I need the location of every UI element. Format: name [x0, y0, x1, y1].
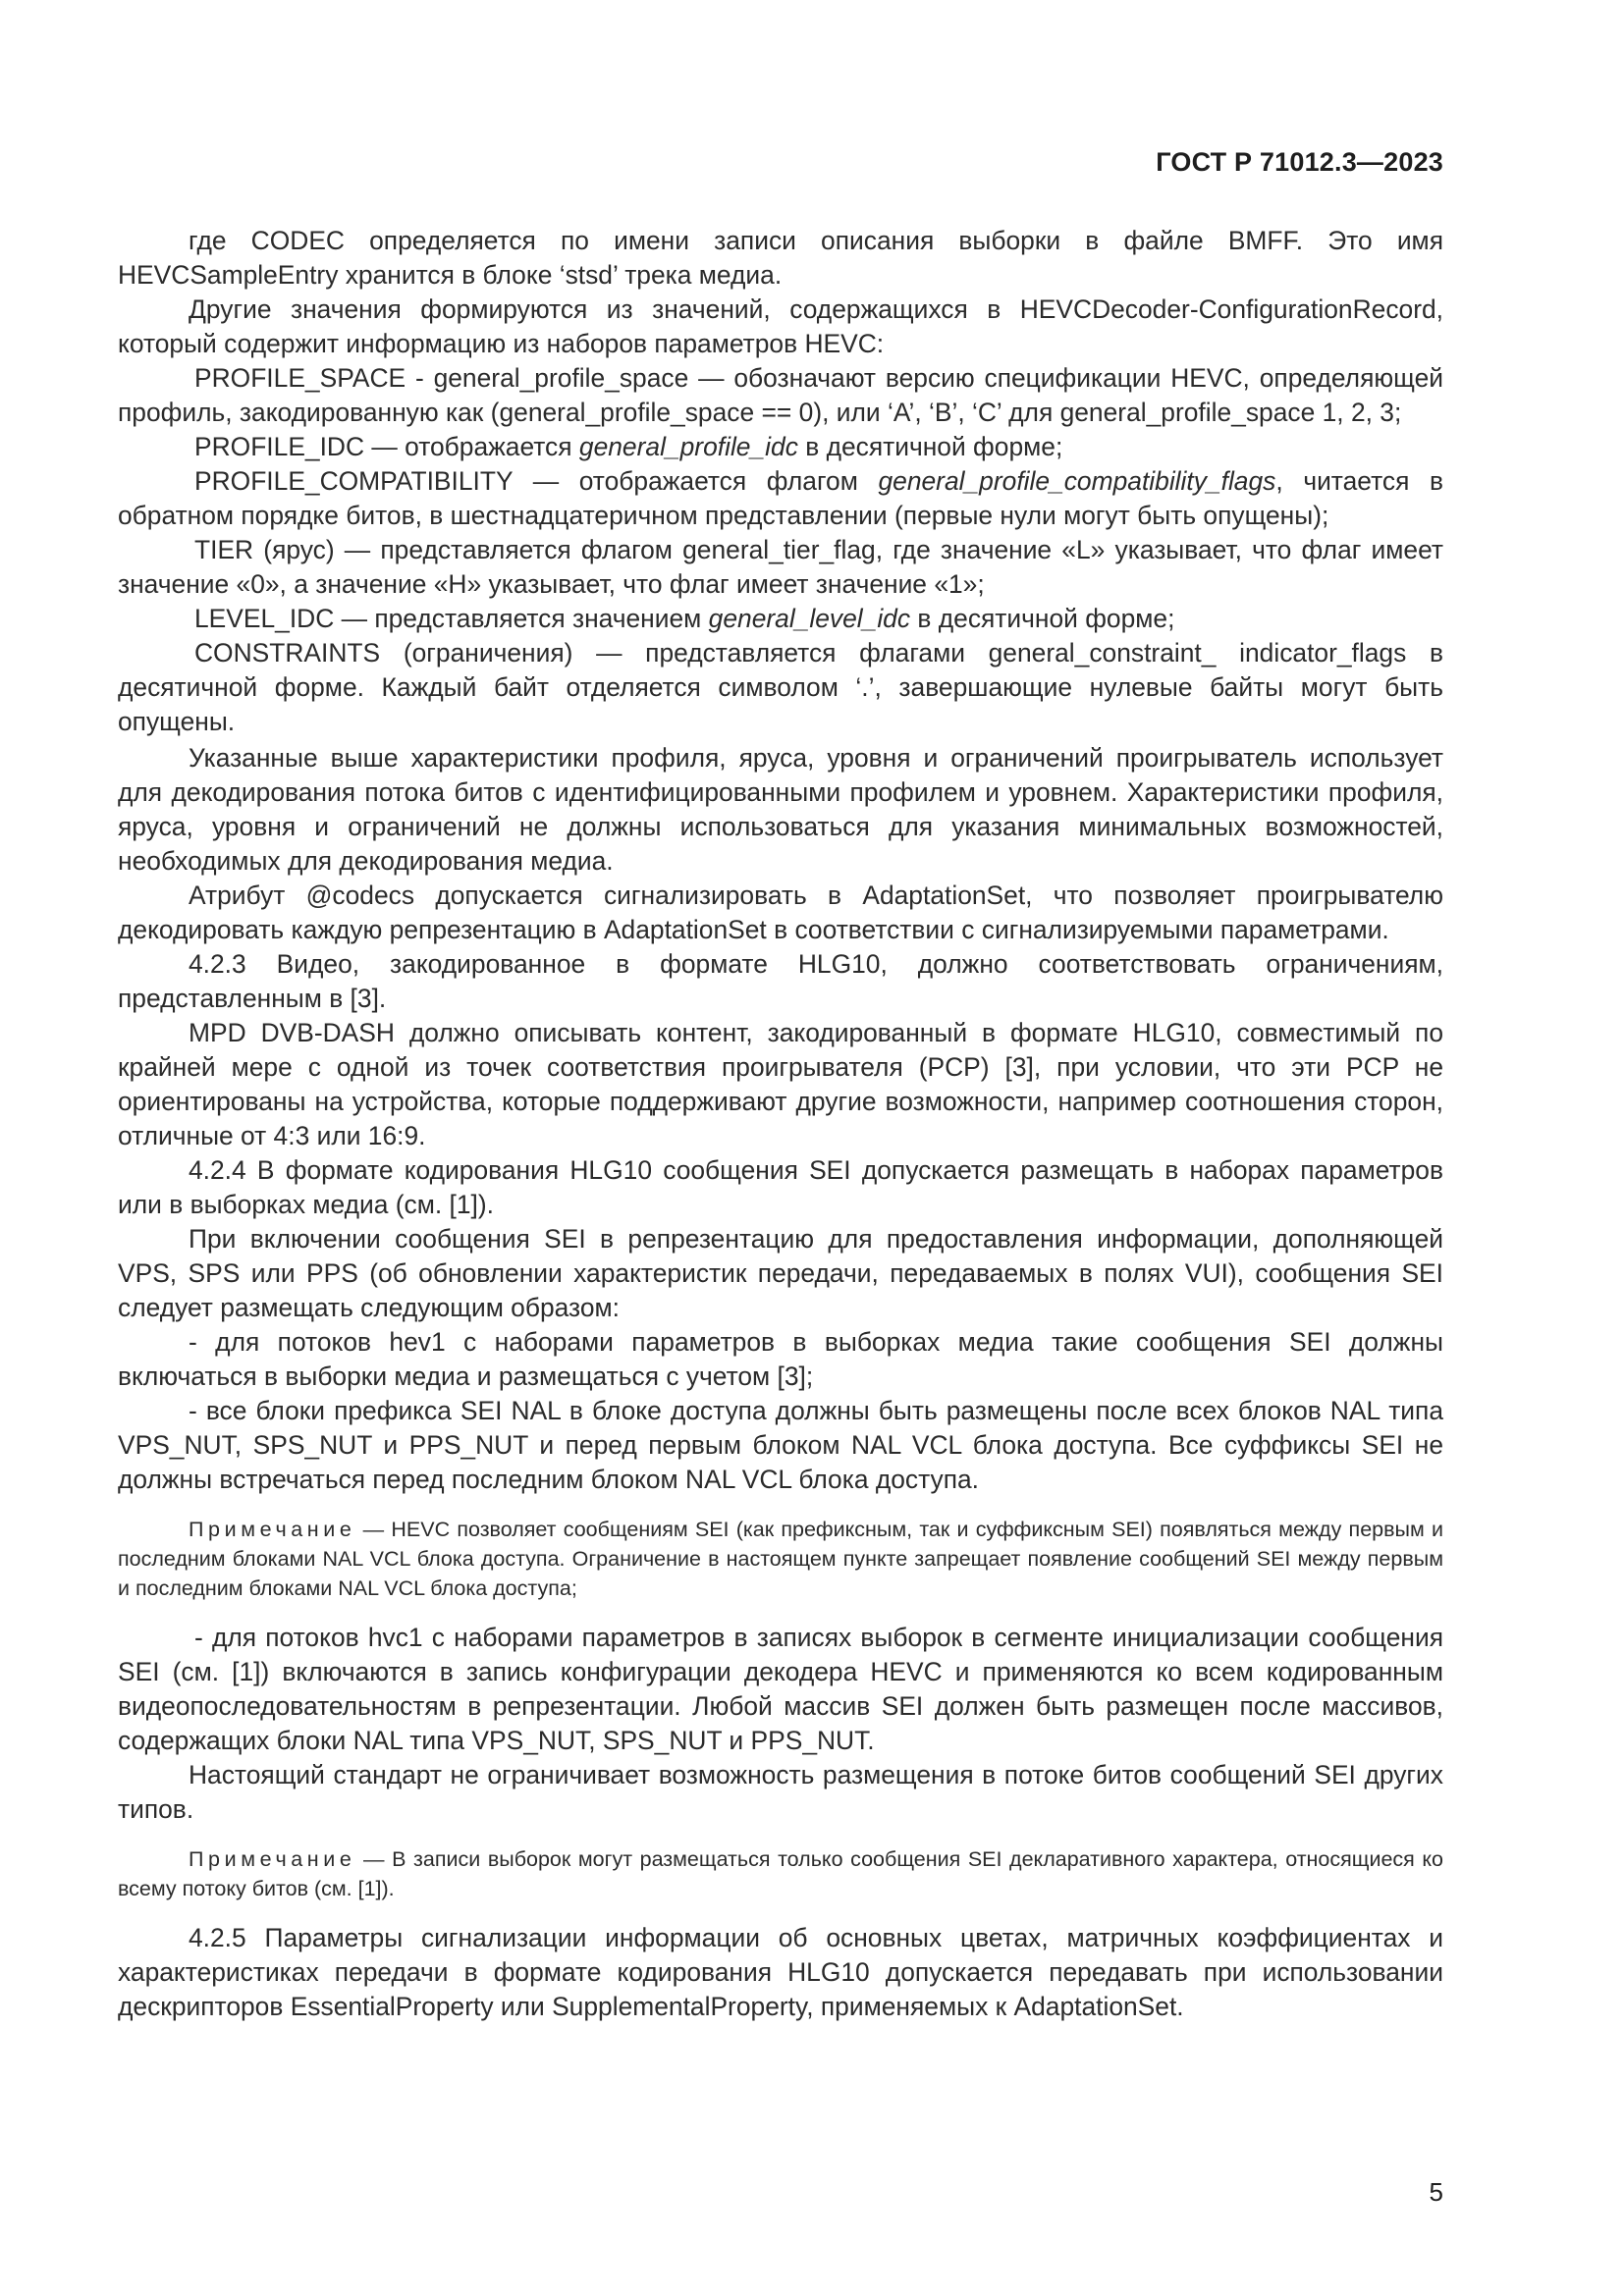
paragraph-tier: TIER (ярус) — представляется флагом general_tier_flag, где значение «L» указывает, что флаг имеет значение «0», а значение «H» указывает, что флаг имеет значение «1»; — [118, 535, 1443, 599]
text: PROFILE_COMPATIBILITY — отображается флагом — [194, 466, 879, 496]
note-text: — HEVC позволяет сообщениям SEI (как префиксным, так и суффиксным SEI) появляться между первым и последним блоками NAL VCL блока доступа. Ограничение в настоящем пункте запрещает появление сообщений SEI между первым и последним блоками NAL VCL блока доступа; — [118, 1518, 1443, 1600]
paragraph-4-2-4: 4.2.4 В формате кодирования HLG10 сообщения SEI допускается размещать в наборах параметров или в выборках медиа (см. [1]). — [118, 1155, 1443, 1219]
note-sample-records — [118, 1844, 1443, 1903]
document-code-header: ГОСТ Р 71012.3—2023 — [1156, 147, 1443, 177]
paragraph-sei-inclusion: При включении сообщения SEI в репрезентацию для предоставления информации, дополняющей VPS, SPS или PPS (об обновлении характеристик передачи, передаваемых в полях VUI), сообщения SEI следует размещать следующим образом: — [118, 1224, 1443, 1322]
list-item-hvc1: - для потоков hvc1 с наборами параметров в записях выборок в сегменте инициализации сообщения SEI (см. [1]) включаются в запись конфигурации декодера HEVC и применяются ко всем кодированным видеопоследовательностям в репрезентации. Любой массив SEI должен быть размещен после массивов, содержащих блоки NAL типа VPS_NUT, SPS_NUT и PPS_NUT. — [118, 1623, 1443, 1755]
list-item-sei-prefix: - все блоки префикса SEI NAL в блоке доступа должны быть размещены после всех блоков NAL типа VPS_NUT, SPS_NUT и PPS_NUT и перед первым блоком NAL VCL блока доступа. Все суффиксы SEI не должны встречаться перед последним блоком NAL VCL блока доступа. — [118, 1396, 1443, 1494]
list-item-hev1: - для потоков hev1 с наборами параметров в выборках медиа такие сообщения SEI должны включаться в выборки медиа и размещаться с учетом [3]; — [118, 1327, 1443, 1391]
note-text: — В записи выборок могут размещаться только сообщения SEI декларативного характера, относящиеся ко всему потоку битов (см. [1]). — [118, 1847, 1443, 1900]
paragraph-other-values: Другие значения формируются из значений, содержащихся в HEVCDecoder-ConfigurationRecord, который содержит информацию из наборов параметров HEVC: — [118, 294, 1443, 358]
paragraph-mpd-dvb-dash: MPD DVB-DASH должно описывать контент, закодированный в формате HLG10, совместимый по крайней мере с одной из точек соответствия проигрывателя (PCP) [3], при условии, что эти PCP не ориентированы на устройства, которые поддерживают другие возможности, например соотношения сторон, отличные от 4:3 или 16:9. — [118, 1018, 1443, 1150]
paragraph-codec: где CODEC определяется по имени записи описания выборки в файле BMFF. Это имя HEVCSampleEntry хранится в блоке ‘stsd’ трека медиа. — [118, 226, 1443, 290]
paragraph-profile-space: PROFILE_SPACE - general_profile_space — обозначают версию спецификации HEVC, определяющей профиль, закодированную как (general_profile_space == 0), или ‘A’, ‘B’, ‘C’ для general_profile_space 1, 2, 3; — [118, 363, 1443, 427]
note-label: Примечание — [189, 1847, 356, 1871]
text: , читается в обратном порядке битов, в шестнадцатеричном представлении (первые нули могут быть опущены); — [118, 466, 1443, 530]
text: PROFILE_IDC — отображается — [194, 432, 579, 461]
text: в десятичной форме; — [797, 432, 1063, 461]
italic-term: general_profile_compatibility_flags — [878, 466, 1276, 496]
paragraph-codecs-attribute: Атрибут @codecs допускается сигнализировать в AdaptationSet, что позволяет проигрывателю декодировать каждую репрезентацию в AdaptationSet в соответствии с сигнализируемыми параметрами. — [118, 881, 1443, 944]
paragraph-level-idc — [118, 602, 1443, 636]
paragraph-constraints: CONSTRAINTS (ограничения) — представляется флагами general_constraint_ indicator_flags в десятичной форме. Каждый байт отделяется символом ‘.’, завершающие нулевые байты могут быть опущены. — [118, 638, 1443, 736]
paragraph-profile-compatibility — [118, 464, 1443, 533]
note-label: Примечание — [189, 1518, 356, 1541]
text: LEVEL_IDC — представляется значением — [194, 604, 709, 633]
document-body — [118, 224, 1443, 2024]
paragraph-profile-idc — [118, 430, 1443, 464]
paragraph-other-sei: Настоящий стандарт не ограничивает возможность размещения в потоке битов сообщений SEI других типов. — [118, 1760, 1443, 1824]
paragraph-4-2-5: 4.2.5 Параметры сигнализации информации об основных цветах, матричных коэффициентах и характеристиках передачи в формате кодирования HLG10 допускается передавать при использовании дескрипторов EssentialProperty или SupplementalProperty, применяемых к AdaptationSet. — [118, 1923, 1443, 2021]
page-number: 5 — [1429, 2177, 1443, 2207]
paragraph-characteristics: Указанные выше характеристики профиля, яруса, уровня и ограничений проигрыватель использует для декодирования потока битов с идентифицированными профилем и уровнем. Характеристики профиля, яруса, уровня и ограничений не должны использоваться для указания минимальных возможностей, необходимых для декодирования медиа. — [118, 743, 1443, 876]
note-hevc — [118, 1515, 1443, 1603]
paragraph-4-2-3: 4.2.3 Видео, закодированное в формате HLG10, должно соответствовать ограничениям, представленным в [3]. — [118, 949, 1443, 1013]
text: в десятичной форме; — [910, 604, 1175, 633]
italic-term: general_level_idc — [708, 604, 911, 633]
italic-term: general_profile_idc — [578, 432, 798, 461]
